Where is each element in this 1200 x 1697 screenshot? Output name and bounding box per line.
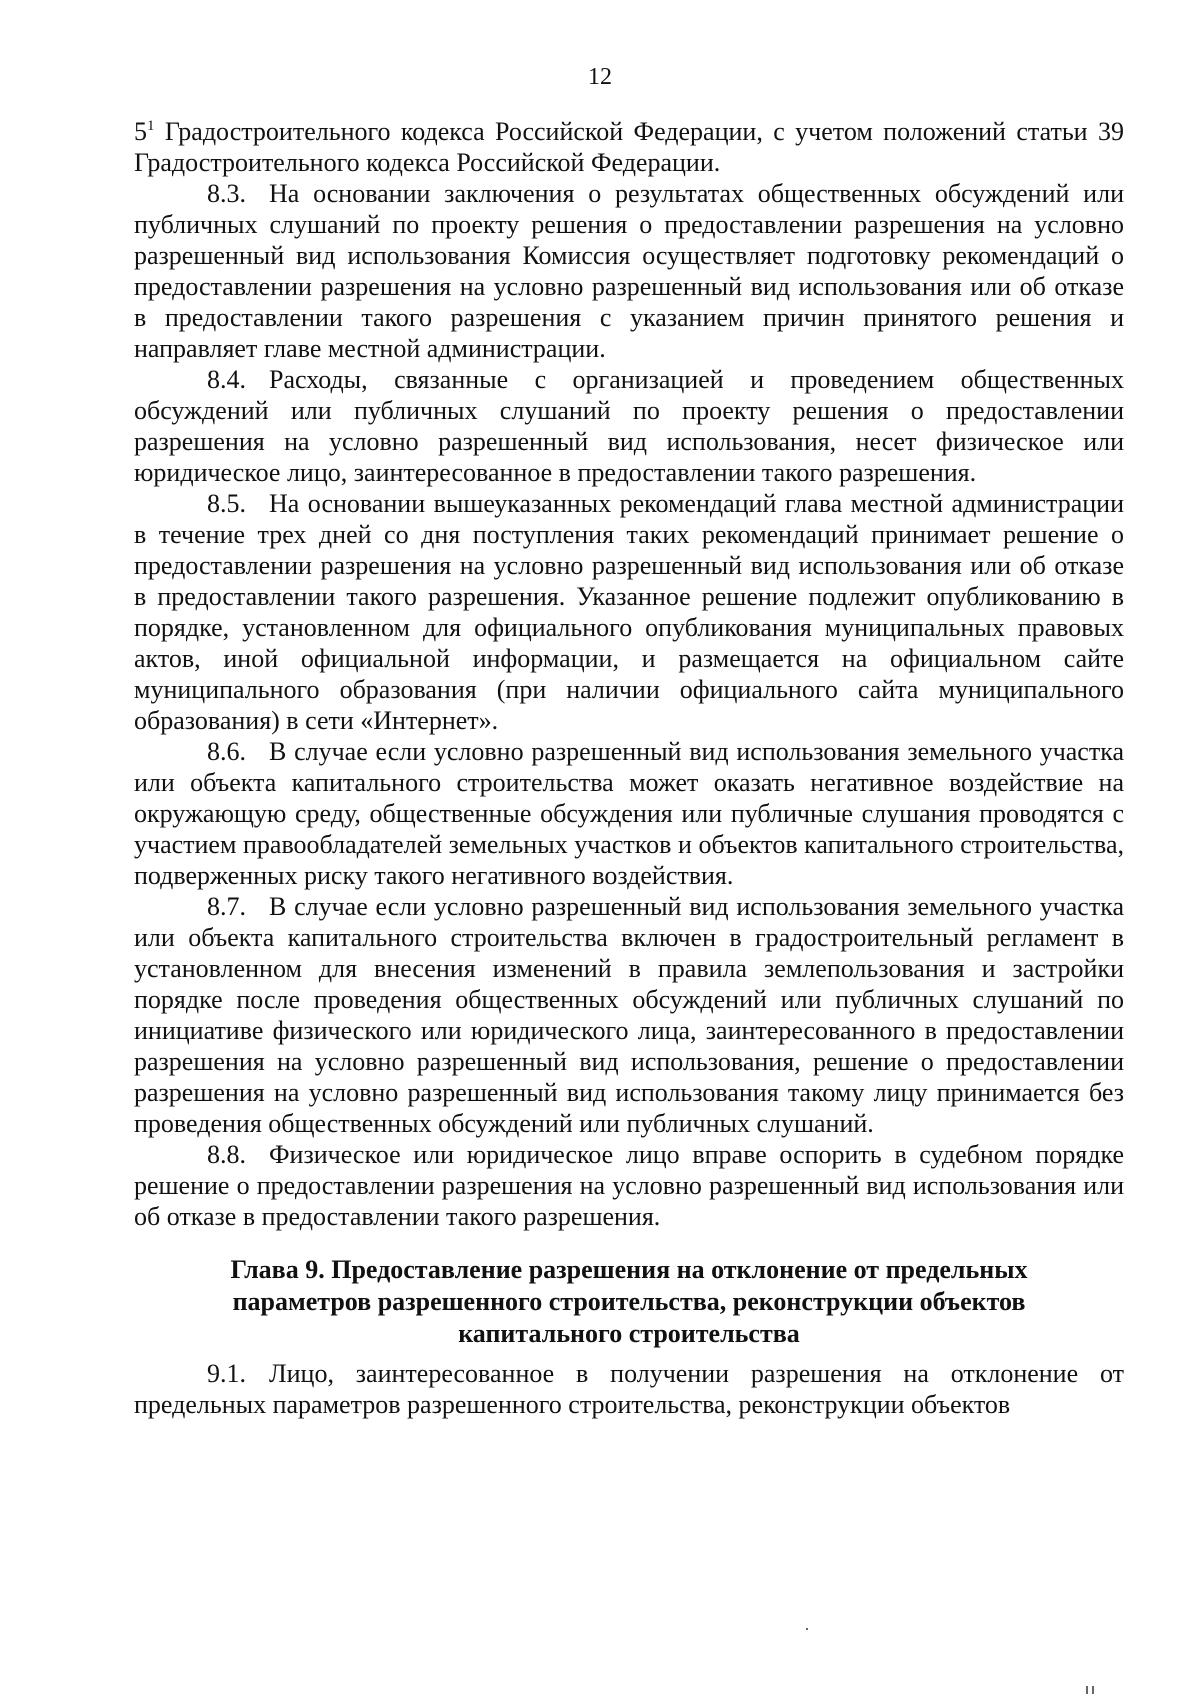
- paragraph-text: На основании вышеуказанных рекомендаций глава местной администрации в течение трех дней со дня поступления таких рекомендаций принимает решение о предоставлении разрешения на условно разрешенный вид использования или об отказе в предоставлении такого разрешения. Указанное решение подлежит опубликованию в порядке, установленном для официального опубликования муниципальных правовых актов, иной официальной информации, и размещается на официальном сайте муниципального образования (при наличии официального сайта муниципального образования) в сети «Интернет».: [134, 489, 1124, 735]
- paragraph-text: Физическое или юридическое лицо вправе оспорить в судебном порядке решение о предоставлении разрешения на условно разрешенный вид использования или об отказе в предоставлении такого разрешения.: [134, 1140, 1124, 1231]
- paragraph-number: 8.5.: [207, 489, 246, 518]
- document-body: [134, 116, 1124, 1420]
- paragraph-8-3: [134, 178, 1124, 364]
- chapter-9-heading: Глава 9. Предоставление разрешения на отклонение от предельных параметров разрешенного строительства, реконструкции объектов капитального строительства: [230, 1255, 1028, 1348]
- paragraph-number: 8.3.: [207, 179, 246, 208]
- paragraph-number: 9.1.: [207, 1359, 246, 1388]
- page-number: 12: [588, 64, 612, 90]
- paragraph-number: 8.4.: [207, 365, 246, 394]
- paragraph-8-6: [134, 736, 1124, 891]
- paragraph-number: 8.8.: [207, 1140, 246, 1169]
- continuation-text: Градостроительного кодекса Российской Федерации, с учетом положений статьи 39 Градостроительного кодекса Российской Федерации.: [134, 117, 1124, 177]
- paragraph-8-7: [134, 891, 1124, 1139]
- reference-superscript: 1: [147, 118, 155, 134]
- paragraph-8-4: [134, 364, 1124, 488]
- paragraph-text: Расходы, связанные с организацией и проведением общественных обсуждений или публичных слушаний по проекту решения о предоставлении разрешения на условно разрешенный вид использования, несет физическое или юридическое лицо, заинтересованное в предоставлении такого разрешения.: [134, 365, 1124, 487]
- paragraph-8-5: [134, 488, 1124, 736]
- paragraph-text: В случае если условно разрешенный вид использования земельного участка или объекта капитального строительства включен в градостроительный регламент в установленном для внесения изменений в правила землепользования и застройки порядке после проведения общественных обсуждений или публичных слушаний по инициативе физического или юридического лица, заинтересованного в предоставлении разрешения на условно разрешенный вид использования, решение о предоставлении разрешения на условно разрешенный вид использования такому лицу принимается без проведения общественных обсуждений или публичных слушаний.: [134, 892, 1124, 1138]
- paragraph-9-1: [134, 1358, 1124, 1420]
- paragraph-text: На основании заключения о результатах общественных обсуждений или публичных слушаний по проекту решения о предоставлении разрешения на условно разрешенный вид использования Комиссия осуществляет подготовку рекомендаций о предоставлении разрешения на условно разрешенный вид использования или об отказе в предоставлении такого разрешения с указанием причин принятого решения и направляет главе местной администрации.: [134, 179, 1124, 363]
- paragraph-8-8: [134, 1139, 1124, 1232]
- scan-artifact-dot: [806, 1628, 808, 1630]
- paragraph-number: 8.7.: [207, 892, 246, 921]
- scan-artifact-mark: [1092, 1686, 1094, 1694]
- paragraph-text: Лицо, заинтересованное в получении разрешения на отклонение от предельных параметров разрешенного строительства, реконструкции объектов: [134, 1359, 1124, 1419]
- paragraph-number: 8.6.: [207, 737, 246, 766]
- continuation-paragraph: [134, 116, 1124, 178]
- paragraph-text: В случае если условно разрешенный вид использования земельного участка или объекта капитального строительства может оказать негативное воздействие на окружающую среду, общественные обсуждения или публичные слушания проводятся с участием правообладателей земельных участков и объектов капитального строительства, подверженных риску такого негативного воздействия.: [134, 737, 1124, 890]
- scan-artifact-mark: [1086, 1686, 1088, 1694]
- reference-article-number: 5: [134, 117, 147, 146]
